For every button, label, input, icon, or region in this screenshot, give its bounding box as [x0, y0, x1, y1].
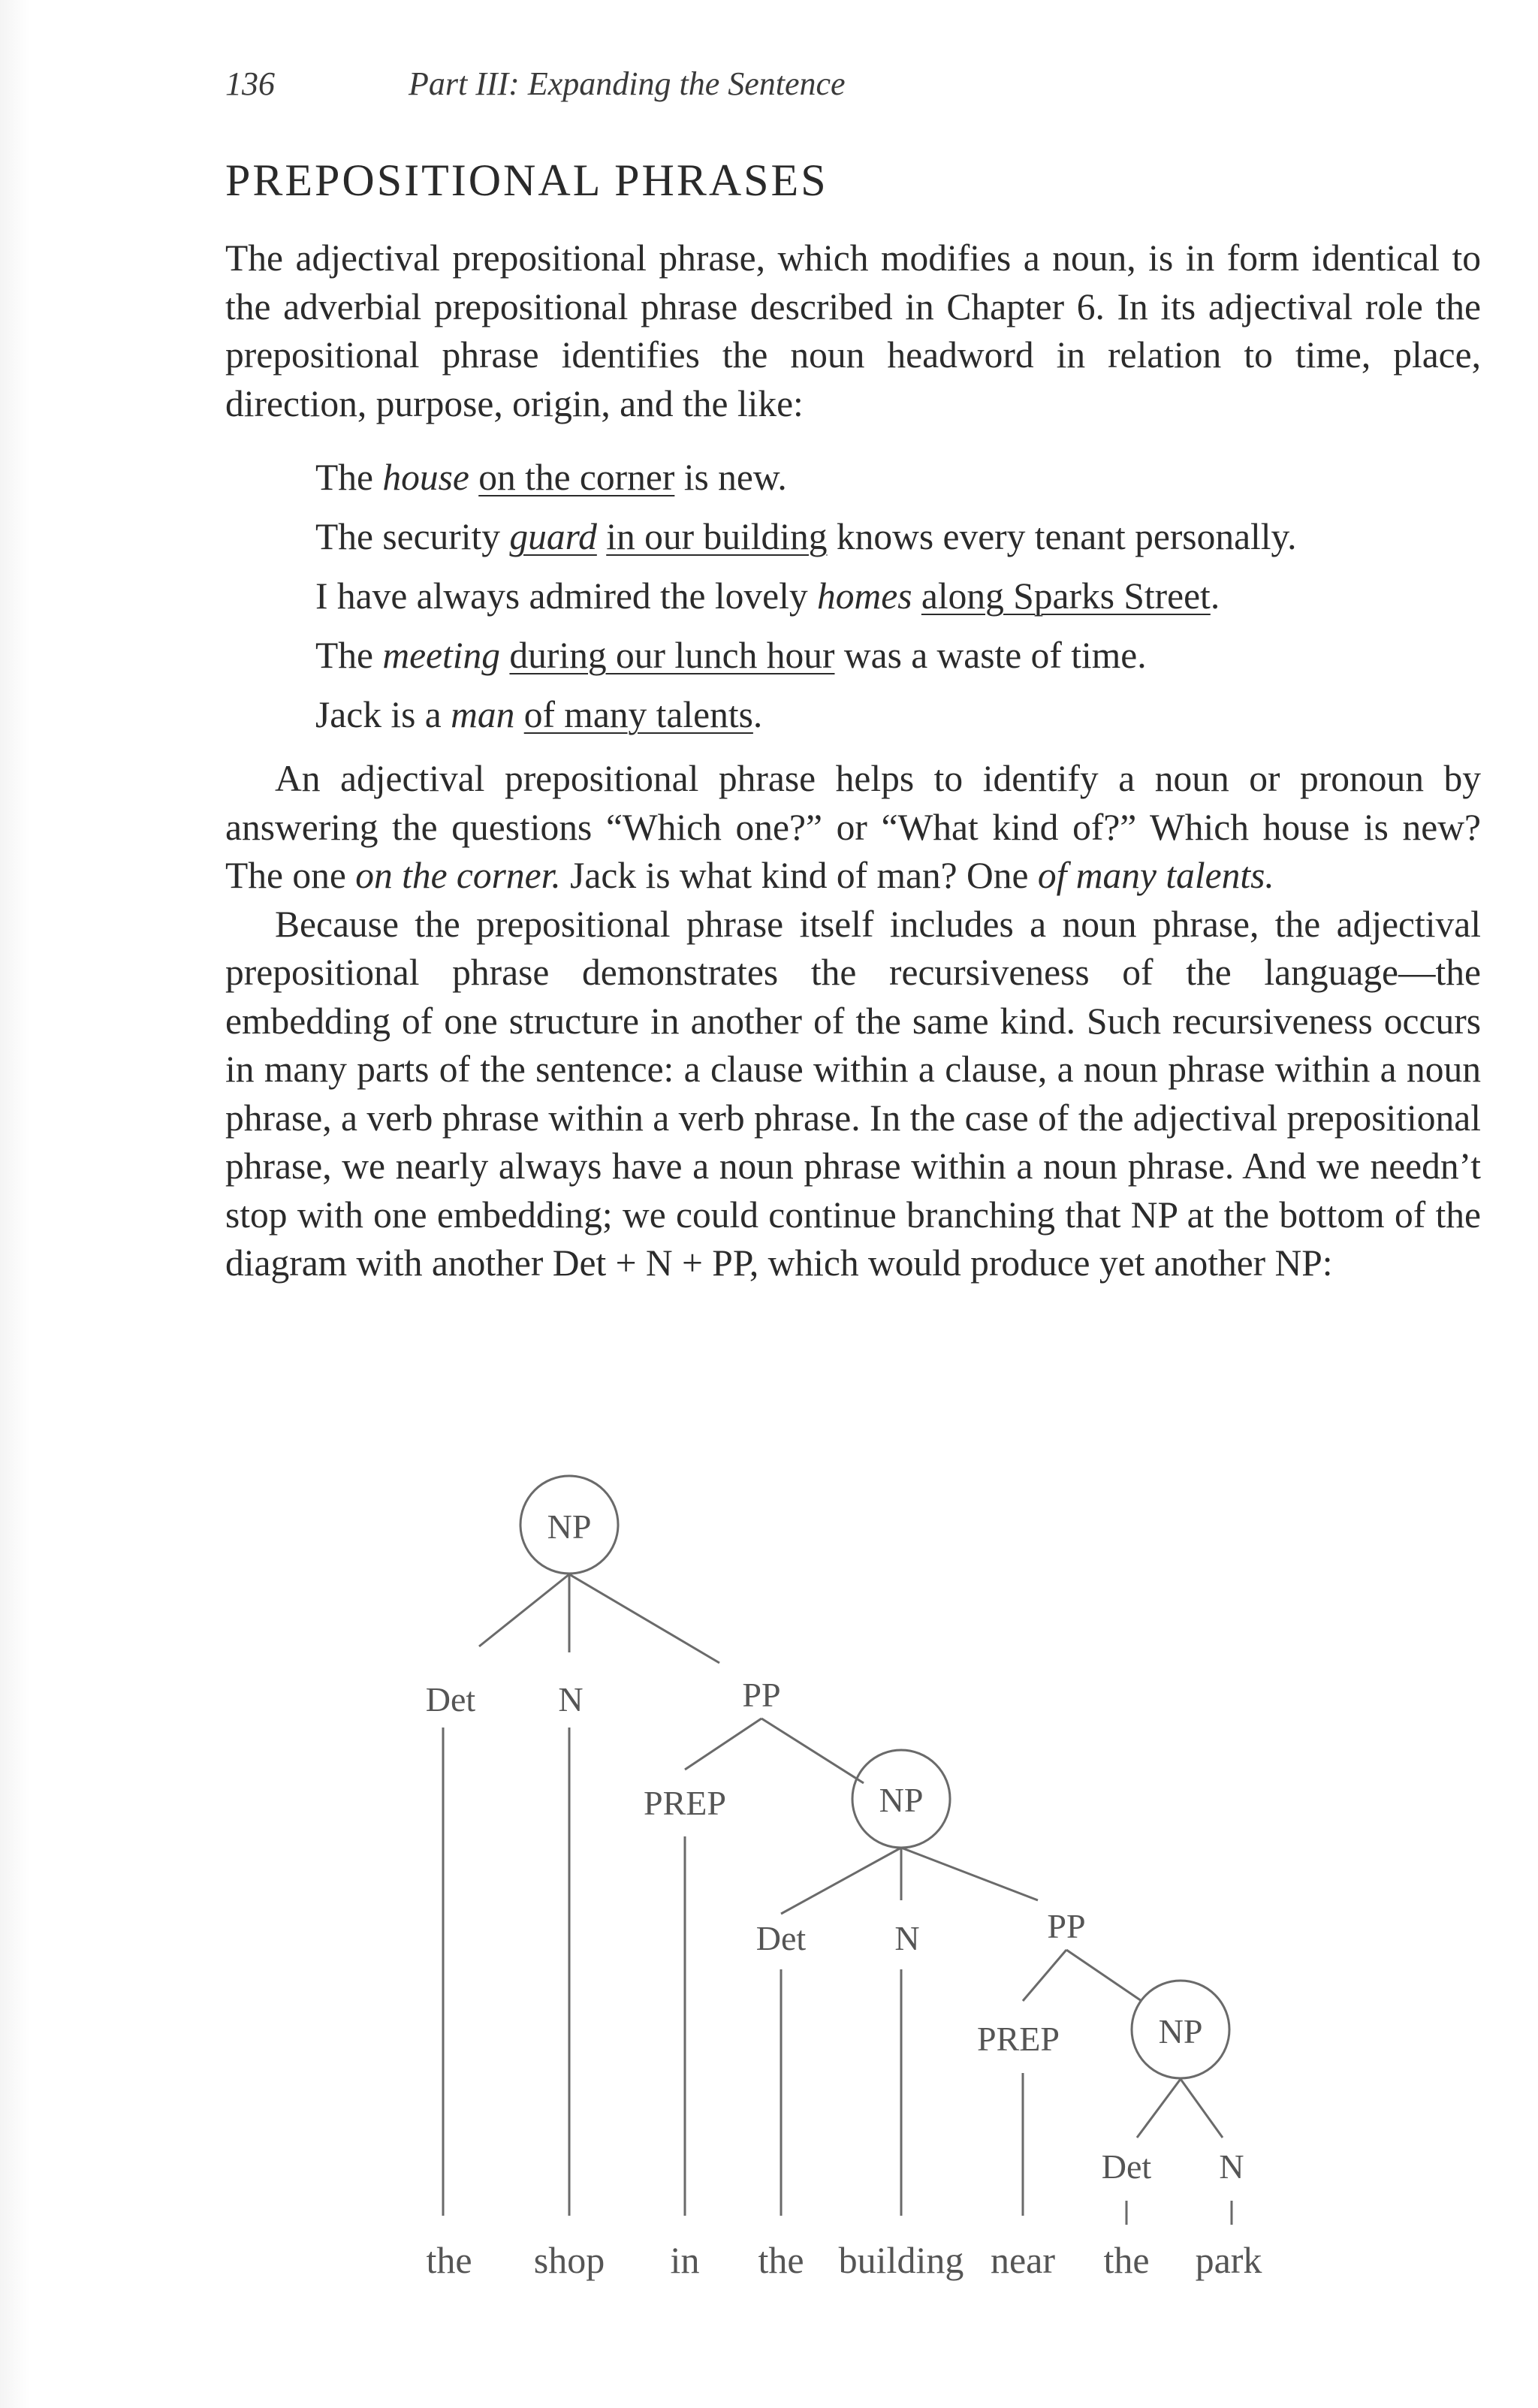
leaf-word: the	[758, 2239, 804, 2281]
running-title: Part III: Expanding the Sentence	[409, 65, 846, 102]
branch	[901, 1848, 1038, 1900]
node-label: Det	[755, 1919, 807, 1957]
branch	[1181, 2079, 1223, 2138]
node-label: PREP	[644, 1784, 726, 1822]
node-label: Det	[1101, 2147, 1152, 2186]
branch	[685, 1718, 761, 1770]
branch	[761, 1718, 864, 1783]
leaf-word: the	[1103, 2239, 1150, 2281]
branch	[1066, 1950, 1141, 2001]
example-sentence: I have always admired the lovely homes along Sparks Street.	[315, 575, 1220, 617]
section-title: PREPOSITIONAL PHRASES	[225, 155, 828, 205]
page-number: 136	[225, 65, 275, 102]
leaf-word: park	[1195, 2239, 1262, 2281]
paragraph-questions: An adjectival prepositional phrase helps to identify a noun or pronoun by answering the questions “Which one?” or “What kind of?” Which house is new? The one on the corner. Jack is what kind of man? One of many talents.	[225, 758, 1481, 896]
branch	[569, 1574, 719, 1663]
node-label: N	[558, 1680, 584, 1718]
leaf-word: shop	[533, 2239, 605, 2281]
branch	[781, 1848, 901, 1914]
node-label: NP	[1158, 2012, 1203, 2050]
node-label: PP	[1047, 1907, 1086, 1945]
leaf-word: building	[838, 2239, 964, 2281]
branch	[1023, 1950, 1066, 2001]
leaf-word: in	[670, 2239, 700, 2281]
paragraph-recursion: Because the prepositional phrase itself includes a noun phrase, the adjectival prepositional phrase demonstrates the recursiveness of the language—the embedding of one structure in another of the same kind. Such recursiveness occurs in many parts of the sentence: a clause within a clause, a noun phrase within a noun phrase, a verb phrase within a verb phrase. In the case of the adjectival prepositional phrase, we nearly always have a noun phrase within a noun phrase. And we needn’t stop with one embedding; we could continue branching that NP at the bottom of the diagram with another Det + N + PP, which would produce yet another NP:	[225, 903, 1481, 1284]
node-label: N	[894, 1919, 920, 1957]
leaf-word: near	[990, 2239, 1056, 2281]
example-sentence: The security guard in our building knows every tenant personally.	[315, 516, 1297, 557]
node-label: PREP	[977, 2020, 1060, 2058]
node-label: N	[1219, 2147, 1244, 2186]
node-label: NP	[879, 1781, 924, 1819]
paragraph-intro: The adjectival prepositional phrase, which modifies a noun, is in form identical to the adverbial prepositional phrase described in Chapter 6. In its adjectival role the prepositional phrase identifies the noun headword in relation to time, place, direction, purpose, origin, and the like:	[225, 237, 1481, 424]
node-label: NP	[547, 1507, 592, 1546]
example-sentence: Jack is a man of many talents.	[315, 694, 763, 735]
branch	[1137, 2079, 1181, 2138]
branch	[479, 1574, 569, 1646]
example-sentence: The house on the corner is new.	[315, 457, 787, 498]
example-sentence: The meeting during our lunch hour was a waste of time.	[315, 635, 1147, 676]
leaf-word: the	[426, 2239, 472, 2281]
node-label: Det	[425, 1680, 476, 1718]
node-label: PP	[742, 1676, 781, 1714]
